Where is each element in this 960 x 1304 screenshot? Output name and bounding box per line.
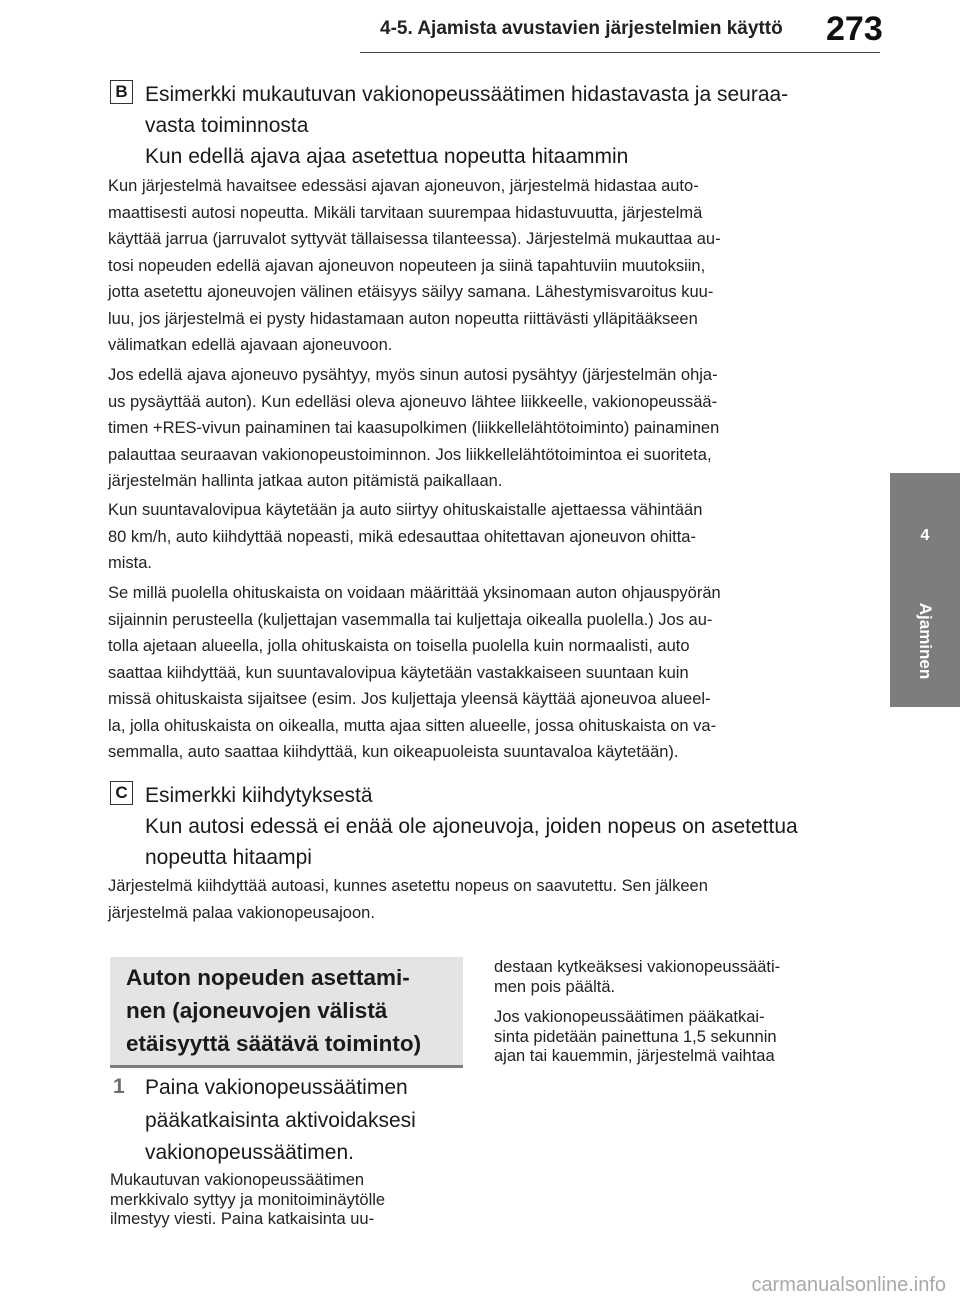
watermark: carmanualsonline.info — [751, 1274, 946, 1296]
text-line: Mukautuvan vakionopeussäätimen — [110, 1171, 365, 1189]
step-line: vakionopeussäätimen. — [145, 1141, 354, 1164]
section-title-line: etäisyyttä säätävä toiminto) — [126, 1031, 422, 1056]
text-line: ilmestyy viesti. Paina katkaisinta uu- — [110, 1210, 375, 1228]
text-line: saattaa kiihdyttää, kun suuntavalovipua käytetään vastakkaiseen suuntaan kuin — [108, 663, 689, 682]
right-column-paragraph — [494, 1008, 854, 1067]
text-line: tolla ajetaan alueella, jolla ohituskaista on toisella puolella kuin normaalisti, auto — [108, 637, 690, 655]
text-line: Kun järjestelmä havaitsee edessäsi ajavan ajoneuvon, järjestelmä hidastaa auto- — [108, 177, 699, 195]
chapter-label: Ajaminen — [916, 602, 935, 680]
text-line: tosi nopeuden edellä ajavan ajoneuvon nopeuteen ja siinä tapahtuviin muutoksiin, — [108, 256, 706, 275]
text-line: käyttää jarrua (jarruvalot syttyvät tällaisessa tilanteessa). Järjestelmä mukauttaa au- — [108, 230, 721, 248]
heading-c — [145, 780, 845, 873]
heading-line: Kun edellä ajava ajaa asetettua nopeutta hitaammin — [145, 145, 629, 168]
text-line: 80 km/h, auto kiihdyttää nopeasti, mikä edesauttaa ohitettavan ajoneuvon ohitta- — [108, 527, 696, 546]
text-line: järjestelmä palaa vakionopeusajoon. — [108, 903, 375, 922]
paragraph — [108, 362, 843, 495]
header-rule — [360, 52, 880, 53]
heading-b — [145, 79, 845, 172]
text-line: välimatkan edellä ajavaan ajoneuvoon. — [108, 336, 393, 354]
text-line: maattisesti autosi nopeutta. Mikäli tarvitaan suurempaa hidastuvuutta, järjestelmä — [108, 203, 703, 222]
text-line: sijainnin perusteella (kuljettajan vasemmalla tai kuljettaja oikealla puolella.) Jos au- — [108, 610, 713, 629]
section-title-box — [110, 957, 463, 1068]
text-line: ajan tai kauemmin, järjestelmä vaihtaa — [494, 1047, 775, 1065]
text-line: men pois päältä. — [494, 977, 616, 996]
text-line: Kun suuntavalovipua käytetään ja auto siirtyy ohituskaistalle ajettaessa vähintään — [108, 501, 703, 519]
step-note — [110, 1171, 470, 1230]
paragraph — [108, 497, 843, 577]
text-line: missä ohituskaista sijaitsee (esim. Jos kuljettaja yleensä käyttää ajoneuvoa alueel- — [108, 690, 711, 708]
text-line: Jos edellä ajava ajoneuvo pysähtyy, myös sinun autosi pysähtyy (järjestelmän ohja- — [108, 366, 718, 384]
label-b: B — [110, 80, 133, 104]
section-title — [126, 961, 456, 1060]
text-line: semmalla, auto saattaa kiihdyttää, kun oikeapuoleista suuntavaloa käytetään). — [108, 743, 679, 761]
section-title-line: nen (ajoneuvojen välistä — [126, 998, 388, 1023]
step-number: 1 — [113, 1075, 125, 1098]
chapter-number: 4 — [920, 527, 930, 544]
text-line: jotta asetettu ajoneuvojen välinen etäisyys säilyy samana. Lähestymisvaroitus kuu- — [108, 283, 714, 301]
heading-line: nopeutta hitaampi — [145, 846, 312, 869]
text-line: merkkivalo syttyy ja monitoiminäytölle — [110, 1190, 386, 1209]
page-number: 273 — [826, 10, 883, 48]
text-line: timen +RES-vivun painaminen tai kaasupolkimen (liikkellelähtötoiminto) painaminen — [108, 419, 720, 437]
chapter-tab — [890, 473, 960, 707]
section-header: 4-5. Ajamista avustavien järjestelmien käyttö — [380, 18, 783, 39]
paragraph — [108, 173, 843, 359]
step-line: pääkatkaisinta aktivoidaksesi — [145, 1108, 416, 1132]
paragraph — [108, 873, 843, 926]
text-line: destaan kytkeäksesi vakionopeussääti- — [494, 958, 781, 976]
text-line: Se millä puolella ohituskaista on voidaan määrittää yksinomaan auton ohjauspyörän — [108, 584, 721, 602]
paragraph — [108, 580, 843, 766]
step-text — [145, 1072, 465, 1170]
label-c: C — [110, 781, 133, 805]
text-line: mista. — [108, 554, 153, 572]
heading-line: Esimerkki kiihdytyksestä — [145, 784, 373, 807]
text-line: Järjestelmä kiihdyttää autoasi, kunnes asetettu nopeus on saavutettu. Sen jälkeen — [108, 877, 708, 895]
heading-line: Kun autosi edessä ei enää ole ajoneuvoja, joiden nopeus on asetettua — [145, 815, 798, 838]
text-line: luu, jos järjestelmä ei pysty hidastamaan auton nopeutta riittävästi ylläpitääkseen — [108, 309, 698, 328]
text-line: Jos vakionopeussäätimen pääkatkai- — [494, 1008, 765, 1026]
heading-line: Esimerkki mukautuvan vakionopeussäätimen hidastavasta ja seuraa- — [145, 83, 789, 106]
text-line: järjestelmän hallinta jatkaa auton pitämistä paikallaan. — [108, 472, 503, 490]
text-line: palauttaa seuraavan vakionopeustoiminnon. Jos liikkellelähtötoimintoa ei suoriteta, — [108, 445, 712, 464]
heading-line: vasta toiminnosta — [145, 114, 309, 137]
section-title-line: Auton nopeuden asettami- — [126, 965, 410, 990]
right-column-paragraph — [494, 958, 854, 997]
text-line: sinta pidetään painettuna 1,5 sekunnin — [494, 1027, 777, 1046]
step-line: Paina vakionopeussäätimen — [145, 1076, 408, 1099]
text-line: us pysäyttää auton). Kun edelläsi oleva ajoneuvo lähtee liikkeelle, vakionopeussää- — [108, 392, 718, 411]
text-line: la, jolla ohituskaista on oikealla, mutta ajaa sitten alueelle, jossa ohituskaista on va- — [108, 716, 717, 735]
